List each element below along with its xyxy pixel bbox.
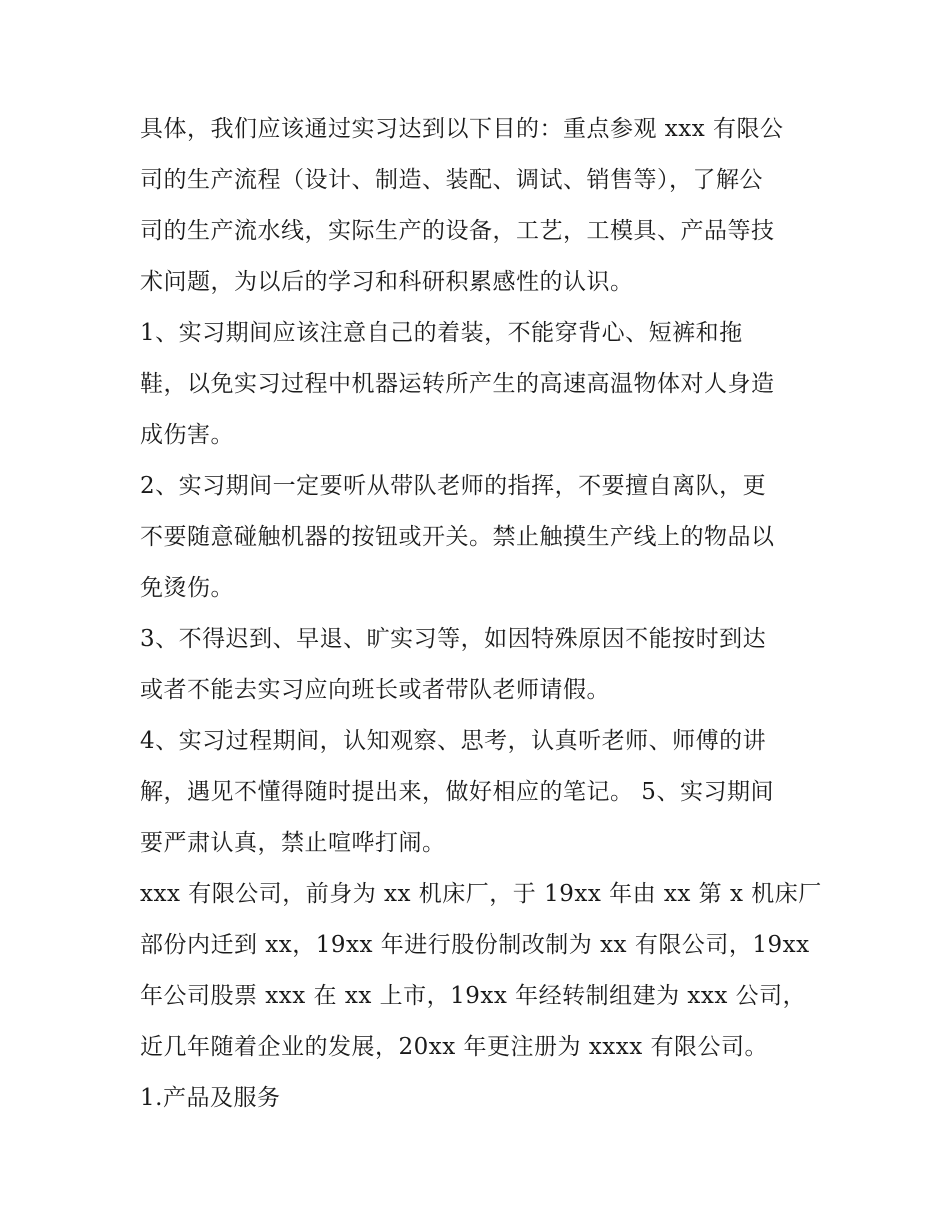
text-line: 2、实习期间一定要听从带队老师的指挥，不要擅自离队，更 [140,473,767,499]
paragraph-company-history [140,869,822,1073]
text-line: 或者不能去实习应向班长或者带队老师请假。 [140,677,610,703]
text-line: 司的生产流程（设计、制造、装配、调试、销售等），了解公 [140,167,763,193]
text-line: 解，遇见不懂得随时提出来，做好相应的笔记。 5、实习期间 [140,779,774,805]
text-line: 具体，我们应该通过实习达到以下目的：重点参观 xxx 有限公 [140,116,784,142]
text-line: 成伤害。 [140,422,234,448]
text-line: 近几年随着企业的发展，20xx 年更注册为 xxxx 有限公司。 [140,1034,769,1060]
text-line: 免烫伤。 [140,575,234,601]
document-body [140,104,822,1124]
text-line: 3、不得迟到、早退、旷实习等，如因特殊原因不能按时到达 [140,626,767,652]
text-line: 部份内迁到 xx，19xx 年进行股份制改制为 xx 有限公司，19xx [140,932,810,958]
paragraph-rule-4-5 [140,716,815,869]
text-line: 术问题，为以后的学习和科研积累感性的认识。 [140,269,634,295]
text-line: 不要随意碰触机器的按钮或开关。禁止触摸生产线上的物品以 [140,524,775,550]
text-line: 1、实习期间应该注意自己的着装，不能穿背心、短裤和拖 [140,320,743,346]
paragraph-rule-1 [140,308,815,461]
section-heading: 1.产品及服务 [140,1085,281,1111]
text-line: 要严肃认真，禁止喧哗打闹。 [140,830,446,856]
paragraph-purpose [140,104,815,308]
text-line: xxx 有限公司，前身为 xx 机床厂，于 19xx 年由 xx 第 x 机床厂 [140,881,822,907]
section-heading-products [140,1073,815,1124]
text-line: 年公司股票 xxx 在 xx 上市，19xx 年经转制组建为 xxx 公司， [140,983,807,1009]
paragraph-rule-2 [140,461,815,614]
text-line: 4、实习过程期间，认知观察、思考，认真听老师、师傅的讲 [140,728,767,754]
text-line: 鞋，以免实习过程中机器运转所产生的高速高温物体对人身造 [140,371,775,397]
paragraph-rule-3 [140,614,815,716]
text-line: 司的生产流水线，实际生产的设备，工艺，工模具、产品等技 [140,218,775,244]
